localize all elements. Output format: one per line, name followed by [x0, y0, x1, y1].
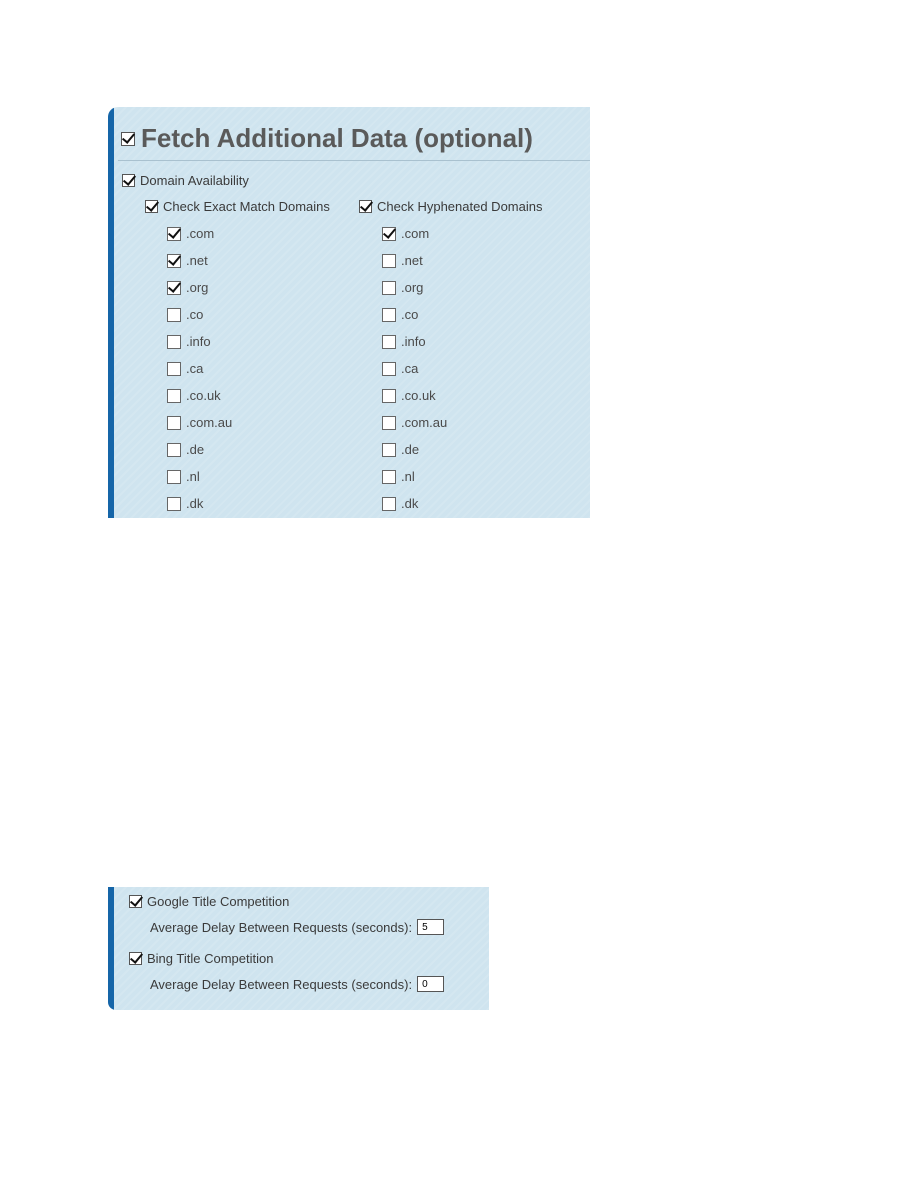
hyphen-tld-nl-checkbox[interactable] — [382, 470, 396, 484]
hyphen-tld-co-checkbox[interactable] — [382, 308, 396, 322]
hyphen-tld-nl-label: .nl — [401, 469, 415, 484]
exact-tld-com-au-checkbox[interactable] — [167, 416, 181, 430]
exact-tld-org[interactable] — [167, 280, 208, 295]
hyphen-tld-com-au-label: .com.au — [401, 415, 448, 430]
hyphen-tld-com-label: .com — [401, 226, 430, 241]
exact-tld-dk-checkbox[interactable] — [167, 497, 181, 511]
exact-tld-nl-label: .nl — [186, 469, 200, 484]
google-title-competition-row[interactable] — [129, 894, 289, 909]
domain-availability-row[interactable] — [122, 173, 249, 188]
exact-tld-info-label: .info — [186, 334, 211, 349]
exact-tld-info-checkbox[interactable] — [167, 335, 181, 349]
google-delay-label: Average Delay Between Requests (seconds): — [150, 919, 413, 935]
hyphen-tld-net-checkbox[interactable] — [382, 254, 396, 268]
domain-availability-checkbox[interactable] — [122, 174, 135, 187]
google-delay-input[interactable] — [417, 919, 444, 935]
bing-title-competition-checkbox[interactable] — [129, 952, 142, 965]
hyphen-tld-dk-label: .dk — [401, 496, 419, 511]
hyphen-tld-com-au[interactable] — [382, 415, 447, 430]
hyphen-tld-ca-checkbox[interactable] — [382, 362, 396, 376]
hyphen-tld-org-label: .org — [401, 280, 424, 295]
hyphen-tld-de[interactable] — [382, 442, 419, 457]
exact-match-label: Check Exact Match Domains — [163, 199, 330, 214]
google-title-competition-label: Google Title Competition — [147, 894, 290, 909]
exact-tld-de[interactable] — [167, 442, 204, 457]
exact-tld-dk[interactable] — [167, 496, 203, 511]
exact-tld-de-checkbox[interactable] — [167, 443, 181, 457]
hyphen-tld-co-label: .co — [401, 307, 419, 322]
exact-match-checkbox[interactable] — [145, 200, 158, 213]
hyphen-tld-ca-label: .ca — [401, 361, 419, 376]
hyphen-tld-com-checkbox[interactable] — [382, 227, 396, 241]
exact-tld-nl-checkbox[interactable] — [167, 470, 181, 484]
exact-tld-org-checkbox[interactable] — [167, 281, 181, 295]
exact-tld-ca-label: .ca — [186, 361, 204, 376]
fetch-additional-data-panel — [108, 107, 590, 518]
hyphen-tld-net-label: .net — [401, 253, 423, 268]
hyphen-tld-info[interactable] — [382, 334, 426, 349]
exact-tld-com-checkbox[interactable] — [167, 227, 181, 241]
fetch-additional-data-checkbox[interactable] — [121, 132, 135, 146]
exact-tld-co-uk-label: .co.uk — [186, 388, 221, 403]
exact-tld-info[interactable] — [167, 334, 211, 349]
exact-tld-co[interactable] — [167, 307, 203, 322]
bing-title-competition-row[interactable] — [129, 951, 273, 966]
exact-tld-co-uk-checkbox[interactable] — [167, 389, 181, 403]
domain-availability-label: Domain Availability — [140, 173, 249, 188]
hyphen-tld-dk-checkbox[interactable] — [382, 497, 396, 511]
exact-tld-dk-label: .dk — [186, 496, 204, 511]
exact-tld-de-label: .de — [186, 442, 205, 457]
panel-title-row — [121, 123, 533, 154]
bing-delay-label: Average Delay Between Requests (seconds): — [150, 976, 413, 992]
exact-tld-net-label: .net — [186, 253, 208, 268]
bing-delay-input[interactable] — [417, 976, 444, 992]
exact-tld-com[interactable] — [167, 226, 214, 241]
hyphen-tld-co[interactable] — [382, 307, 418, 322]
hyphen-tld-net[interactable] — [382, 253, 423, 268]
hyphen-tld-dk[interactable] — [382, 496, 418, 511]
hyphen-tld-info-label: .info — [401, 334, 426, 349]
hyphen-tld-ca[interactable] — [382, 361, 418, 376]
title-divider — [118, 160, 590, 161]
exact-tld-net-checkbox[interactable] — [167, 254, 181, 268]
exact-tld-org-label: .org — [186, 280, 209, 295]
hyphen-tld-nl[interactable] — [382, 469, 415, 484]
exact-tld-co-label: .co — [186, 307, 204, 322]
exact-tld-co-checkbox[interactable] — [167, 308, 181, 322]
hyphen-tld-co-uk-checkbox[interactable] — [382, 389, 396, 403]
bing-delay-row — [150, 976, 444, 992]
exact-tld-ca-checkbox[interactable] — [167, 362, 181, 376]
hyphen-tld-com-au-checkbox[interactable] — [382, 416, 396, 430]
hyphenated-label: Check Hyphenated Domains — [377, 199, 543, 214]
exact-tld-ca[interactable] — [167, 361, 203, 376]
exact-tld-net[interactable] — [167, 253, 208, 268]
exact-tld-com-au-label: .com.au — [186, 415, 233, 430]
hyphenated-row[interactable] — [359, 199, 542, 214]
hyphen-tld-info-checkbox[interactable] — [382, 335, 396, 349]
bing-title-competition-label: Bing Title Competition — [147, 951, 274, 966]
exact-tld-co-uk[interactable] — [167, 388, 221, 403]
exact-match-row[interactable] — [145, 199, 330, 214]
hyphen-tld-de-label: .de — [401, 442, 420, 457]
exact-tld-nl[interactable] — [167, 469, 200, 484]
hyphen-tld-org[interactable] — [382, 280, 423, 295]
title-competition-panel — [108, 887, 489, 1010]
google-delay-row — [150, 919, 444, 935]
panel-title: Fetch Additional Data (optional) — [141, 123, 533, 153]
hyphenated-checkbox[interactable] — [359, 200, 372, 213]
exact-tld-com-label: .com — [186, 226, 215, 241]
hyphen-tld-de-checkbox[interactable] — [382, 443, 396, 457]
exact-tld-com-au[interactable] — [167, 415, 232, 430]
google-title-competition-checkbox[interactable] — [129, 895, 142, 908]
hyphen-tld-co-uk[interactable] — [382, 388, 436, 403]
hyphen-tld-org-checkbox[interactable] — [382, 281, 396, 295]
hyphen-tld-co-uk-label: .co.uk — [401, 388, 436, 403]
hyphen-tld-com[interactable] — [382, 226, 429, 241]
